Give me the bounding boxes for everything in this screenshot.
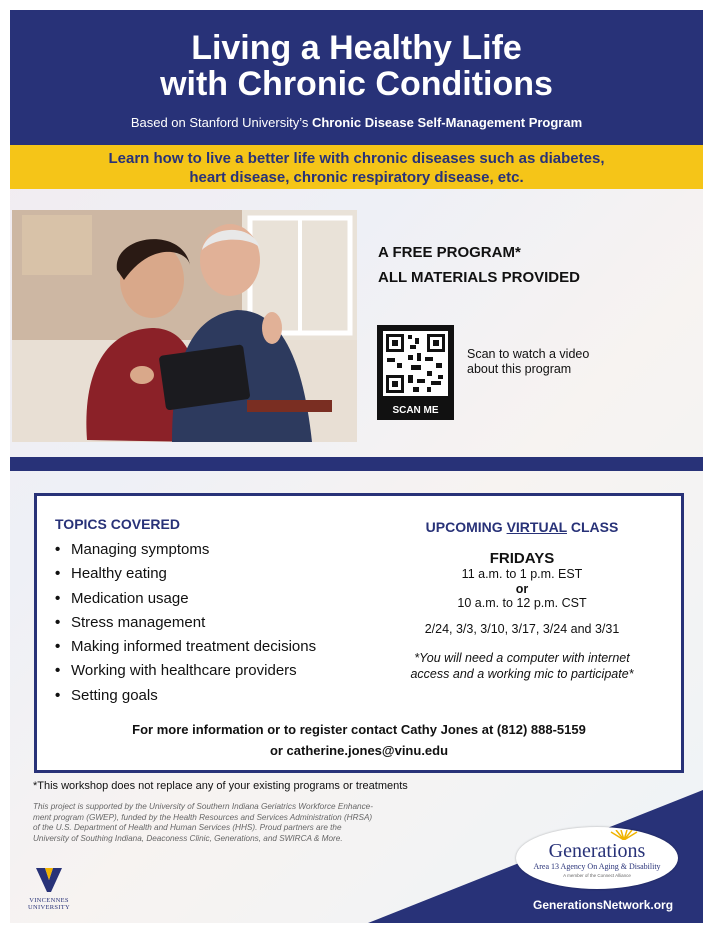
qr-code-icon — [383, 331, 448, 396]
time-est: 11 a.m. to 1 p.m. EST — [461, 567, 583, 581]
funding-line: This project is supported by the University of Southern Indiana Geriatrics Workforce Enhance- — [33, 802, 373, 811]
header-banner — [10, 10, 703, 145]
vincennes-v-icon — [36, 868, 62, 892]
subtitle-prefix: Based on Stanford University’s — [130, 115, 312, 130]
heading-prefix: UPCOMING — [425, 519, 507, 535]
subtitle-program-name: Chronic Disease Self-Management Program — [311, 115, 583, 130]
class-day: FRIDAYS — [489, 550, 555, 567]
photo-illustration — [12, 210, 357, 442]
details-box — [34, 493, 684, 773]
funding-line: of the U.S. Department of Health and Human Services (HHS). Proud partners are the — [33, 823, 342, 832]
or-separator: or — [515, 582, 529, 596]
funding-line: University of Southing Indiana, Deaconess Clinic, Generations, and SWIRCA & More. — [33, 833, 343, 843]
banner-line-2: heart disease, chronic respiratory disease, etc. — [189, 169, 524, 186]
page-title — [10, 30, 703, 102]
topic-item: • Working with healthcare providers — [55, 659, 316, 683]
free-program-callout — [378, 240, 580, 290]
couple-with-tablet-photo — [12, 210, 357, 442]
contact-email[interactable]: or catherine.jones@vinu.edu — [269, 743, 449, 758]
class-dates: 2/24, 3/3, 3/10, 3/17, 3/24 and 3/31 — [424, 622, 620, 636]
materials-provided-line: ALL MATERIALS PROVIDED — [378, 269, 580, 286]
note-line-2: access and a working mic to participate* — [410, 667, 634, 681]
topics-list — [55, 538, 316, 708]
qr-pattern — [383, 331, 448, 396]
generations-logo — [516, 827, 678, 889]
title-line-1: Living a Healthy Life — [191, 29, 522, 67]
topic-item: • Setting goals — [55, 684, 316, 708]
topic-item: • Making informed treatment decisions — [55, 635, 316, 659]
contact-line-1: For more information or to register contact Cathy Jones at (812) 888-5159 — [132, 722, 586, 737]
heading-suffix: CLASS — [566, 519, 619, 535]
highlight-banner — [10, 145, 703, 189]
flyer-page — [10, 10, 703, 923]
qr-text-line-2: about this program — [467, 362, 572, 376]
generations-alliance: A member of the Connect Alliance — [563, 873, 631, 878]
vincennes-line-2: UNIVERSITY — [28, 904, 70, 911]
divider-band — [10, 457, 703, 471]
vincennes-line-1: VINCENNES — [29, 897, 69, 904]
funding-line: ment program (GWEP), funded by the Health Resources and Services Administration (HRSA) — [33, 812, 373, 822]
contact-info — [37, 719, 681, 761]
title-line-2: with Chronic Conditions — [160, 65, 553, 103]
generations-name: Generations — [548, 840, 646, 862]
topic-item: • Managing symptoms — [55, 538, 316, 562]
topic-item: • Stress management — [55, 611, 316, 635]
qr-code-badge[interactable] — [377, 325, 454, 420]
heading-virtual: VIRTUAL — [506, 519, 567, 535]
upcoming-class-heading — [372, 519, 672, 535]
topics-heading: TOPICS COVERED — [55, 516, 180, 532]
topic-item: • Medication usage — [55, 587, 316, 611]
banner-line-1: Learn how to live a better life with chronic diseases such as diabetes, — [108, 150, 605, 167]
vincennes-logo — [24, 868, 74, 911]
generations-website-link[interactable]: GenerationsNetwork.org — [533, 898, 674, 912]
generations-tagline: Area 13 Agency On Aging & Disability — [533, 862, 661, 871]
free-program-line: A FREE PROGRAM* — [378, 244, 521, 261]
class-schedule — [372, 496, 672, 682]
sunburst-icon — [604, 830, 644, 840]
time-cst: 10 a.m. to 12 p.m. CST — [457, 596, 587, 610]
topic-item: • Healthy eating — [55, 562, 316, 586]
subtitle — [10, 115, 703, 130]
requirements-note — [372, 650, 672, 682]
qr-text-line-1: Scan to watch a video — [467, 347, 590, 361]
qr-description — [467, 347, 589, 377]
disclaimer: *This workshop does not replace any of your existing programs or treatments — [33, 780, 408, 792]
note-line-1: *You will need a computer with internet — [414, 651, 630, 665]
scan-me-label: SCAN ME — [392, 405, 439, 416]
